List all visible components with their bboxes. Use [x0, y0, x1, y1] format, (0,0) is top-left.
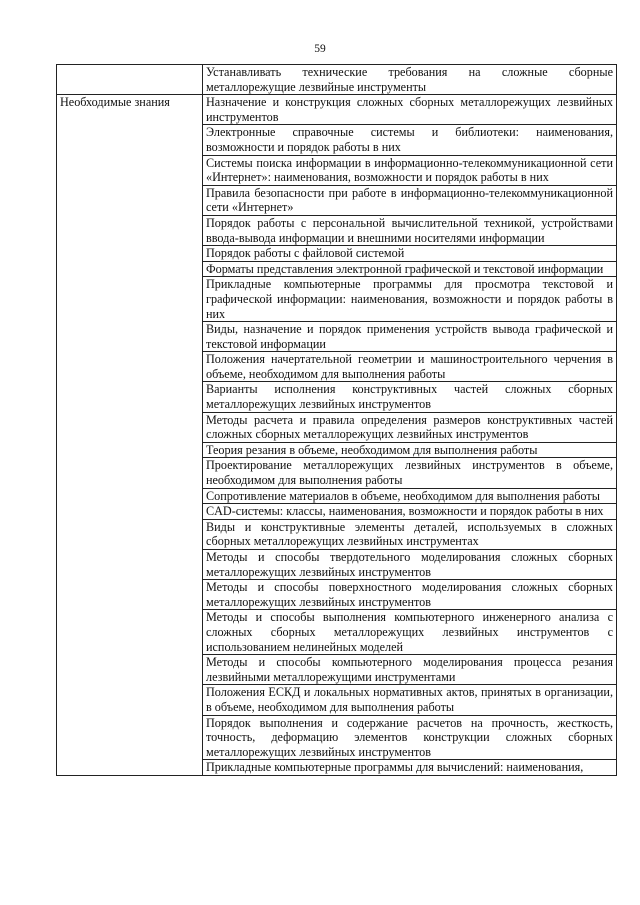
knowledge-item-text: Виды и конструктивные элементы деталей, используемых в сложных сборных металлорежущих лезвийных инструментах — [203, 519, 617, 549]
knowledge-section-label: Необходимые знания — [57, 95, 203, 776]
knowledge-item-text: Порядок выполнения и содержание расчетов на прочность, жесткость, точность, деформацию элементов конструкции сложных сборных металлорежущих лезвийных инструментов — [203, 715, 617, 760]
knowledge-item-text: Сопротивление материалов в объеме, необходимом для выполнения работы — [203, 488, 617, 504]
knowledge-item-text: Системы поиска информации в информационно-телекоммуникационной сети «Интернет»: наименования, возможности и порядок работы в них — [203, 155, 617, 185]
knowledge-item-text: Методы и способы твердотельного моделирования сложных сборных металлорежущих лезвийных инструментов — [203, 550, 617, 580]
knowledge-item-text: Порядок работы с файловой системой — [203, 246, 617, 262]
table-row — [57, 65, 617, 95]
knowledge-item-text: Положения ЕСКД и локальных нормативных актов, принятых в организации, в объеме, необходимом для выполнения работы — [203, 685, 617, 715]
knowledge-item-text: Проектирование металлорежущих лезвийных инструментов в объеме, необходимом для выполнения работы — [203, 458, 617, 488]
requirement-text: Устанавливать технические требования на сложные сборные металлорежущие лезвийные инструменты — [203, 65, 617, 95]
knowledge-item-text: Методы и способы выполнения компьютерного инженерного анализа с сложных сборных металлорежущих лезвийных инструментов с использованием нелинейных моделей — [203, 610, 617, 655]
knowledge-item-text: Порядок работы с персональной вычислительной техникой, устройствами ввода-вывода информации и внешними носителями информации — [203, 215, 617, 245]
page-number: 59 — [314, 43, 326, 55]
requirements-table-body — [57, 65, 617, 776]
knowledge-item-text: Правила безопасности при работе в информационно-телекоммуникационной сети «Интернет» — [203, 185, 617, 215]
knowledge-item-text: Электронные справочные системы и библиотеки: наименования, возможности и порядок работы в них — [203, 125, 617, 155]
knowledge-item-text: Варианты исполнения конструктивных частей сложных сборных металлорежущих лезвийных инструментов — [203, 382, 617, 412]
knowledge-item-text: Методы и способы компьютерного моделирования процесса резания лезвийными металлорежущими инструментами — [203, 655, 617, 685]
knowledge-item-text: Прикладные компьютерные программы для просмотра текстовой и графической информации: наименования, возможности и порядок работы в них — [203, 277, 617, 322]
table-row — [57, 95, 617, 125]
knowledge-item-text: CAD-системы: классы, наименования, возможности и порядок работы в них — [203, 504, 617, 520]
knowledge-item-text: Назначение и конструкция сложных сборных металлорежущих лезвийных инструментов — [203, 95, 617, 125]
knowledge-item-text: Прикладные компьютерные программы для вычислений: наименования, — [203, 760, 617, 776]
knowledge-item-text: Методы расчета и правила определения размеров конструктивных частей сложных сборных металлорежущих лезвийных инструментов — [203, 412, 617, 442]
requirements-table — [56, 64, 617, 776]
knowledge-item-text: Виды, назначение и порядок применения устройств вывода графической и текстовой информации — [203, 322, 617, 352]
knowledge-item-text: Форматы представления электронной графической и текстовой информации — [203, 261, 617, 277]
knowledge-item-text: Теория резания в объеме, необходимом для выполнения работы — [203, 442, 617, 458]
knowledge-item-text: Положения начертательной геометрии и машиностроительного черчения в объеме, необходимом для выполнения работы — [203, 352, 617, 382]
knowledge-item-text: Методы и способы поверхностного моделирования сложных сборных металлорежущих лезвийных инструментов — [203, 580, 617, 610]
row-label-empty — [57, 65, 203, 95]
